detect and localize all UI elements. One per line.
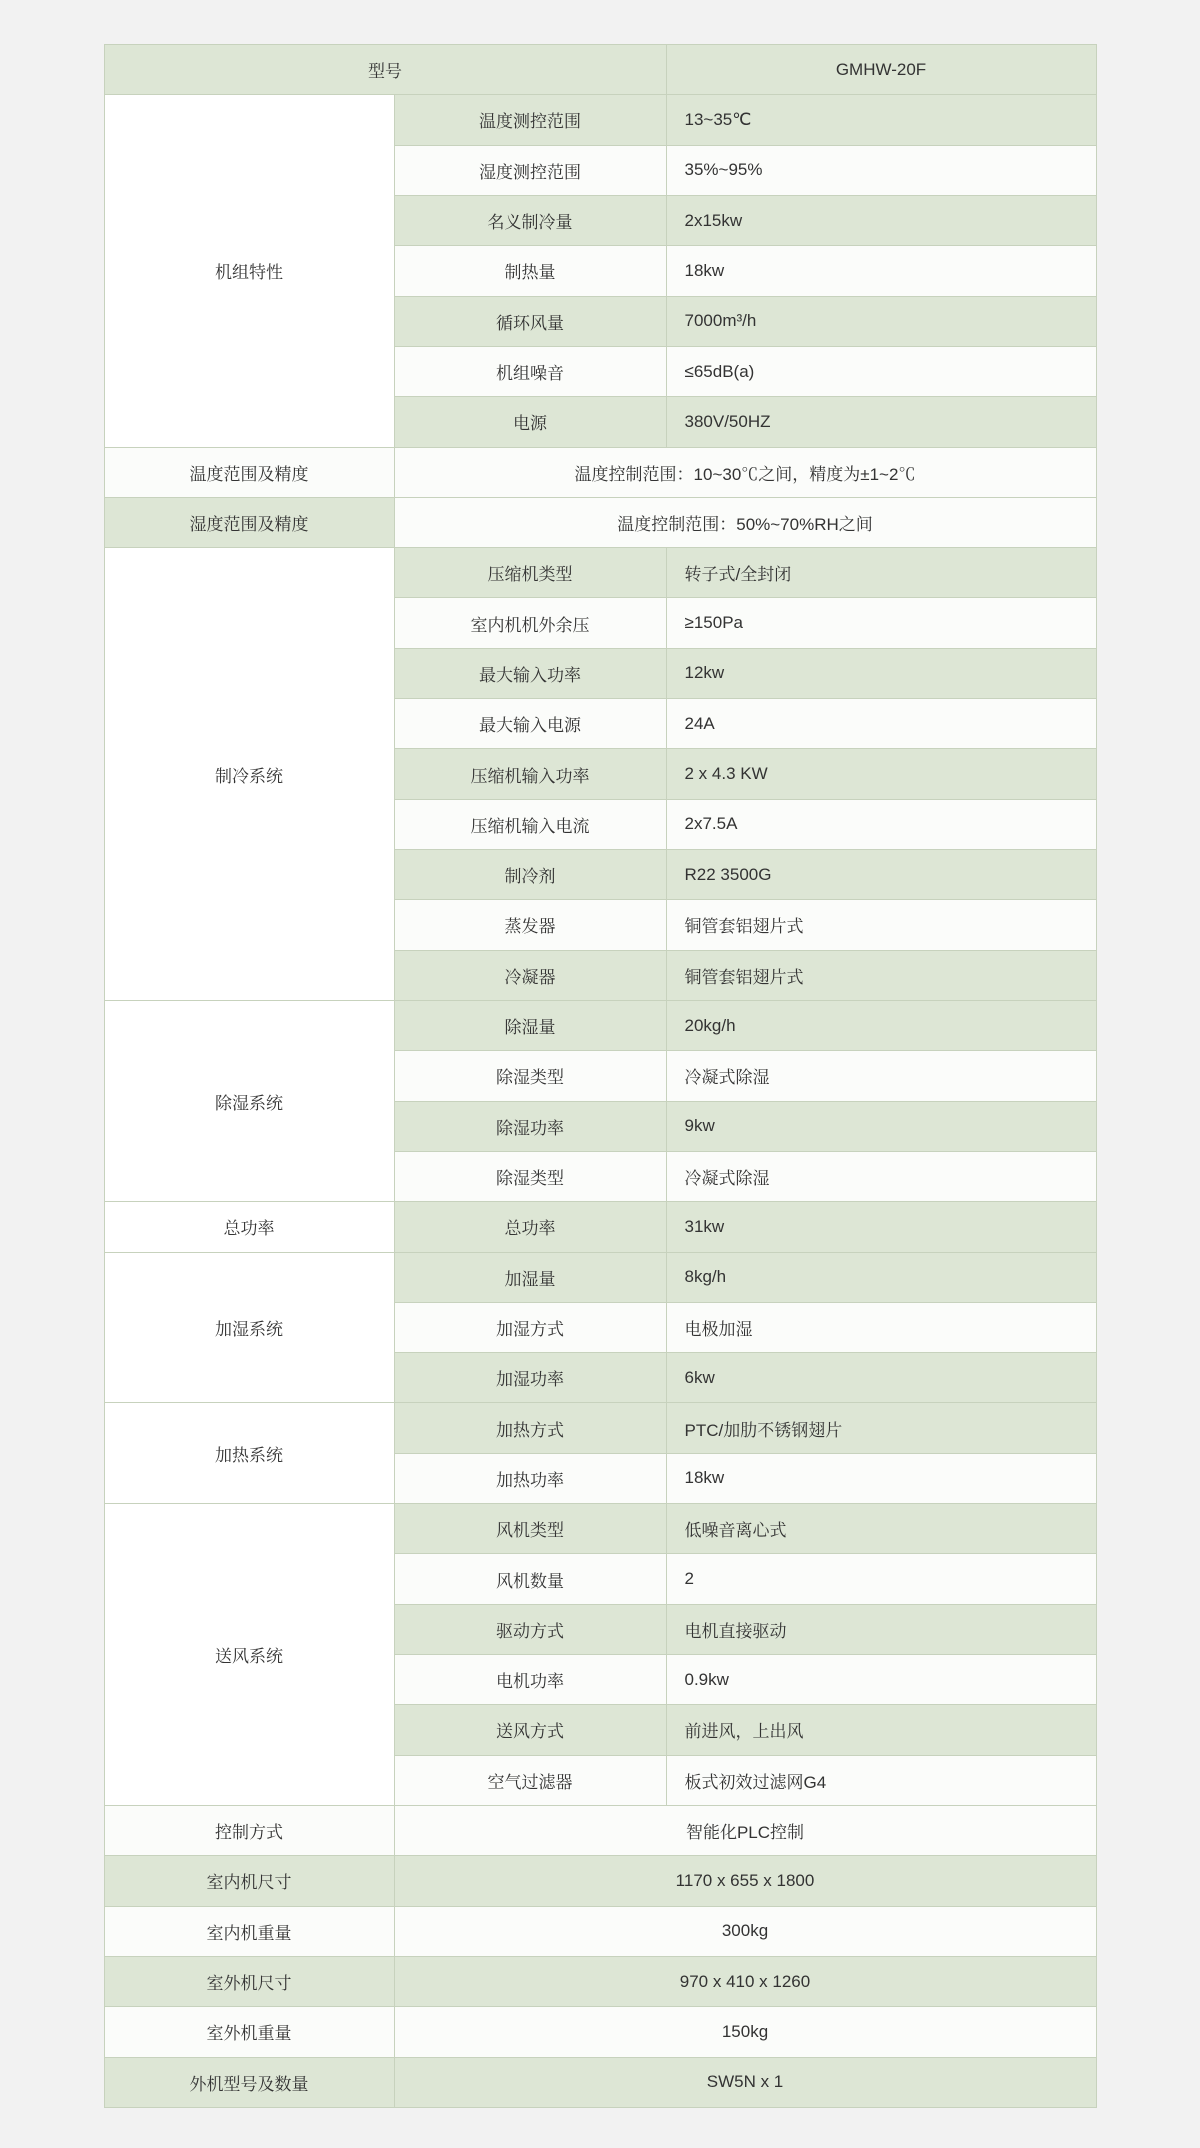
row-value: 18kw (666, 1453, 1096, 1503)
row-label: 加湿功率 (394, 1353, 666, 1403)
row-label: 加湿方式 (394, 1302, 666, 1352)
row-label: 加湿量 (394, 1252, 666, 1302)
row-value: 转子式/全封闭 (666, 548, 1096, 598)
row-label: 总功率 (394, 1202, 666, 1252)
row-label: 加热功率 (394, 1453, 666, 1503)
category-label: 温度范围及精度 (104, 447, 394, 497)
table-row (104, 1906, 1096, 1956)
category-label: 加湿系统 (104, 1252, 394, 1403)
row-label: 外机型号及数量 (104, 2057, 394, 2108)
row-value: 冷凝式除湿 (666, 1151, 1096, 1201)
row-label: 冷凝器 (394, 950, 666, 1000)
row-value: ≤65dB(a) (666, 346, 1096, 396)
row-label: 除湿量 (394, 1000, 666, 1050)
table-row (104, 1403, 1096, 1453)
row-label: 风机类型 (394, 1504, 666, 1554)
row-value: 2x15kw (666, 195, 1096, 245)
row-value: 2x7.5A (666, 799, 1096, 849)
row-value: 380V/50HZ (666, 397, 1096, 447)
row-label: 蒸发器 (394, 900, 666, 950)
specification-table (104, 44, 1097, 2108)
table-row (104, 1000, 1096, 1050)
row-label: 风机数量 (394, 1554, 666, 1604)
row-label: 循环风量 (394, 296, 666, 346)
row-value: 12kw (666, 648, 1096, 698)
table-row (104, 2057, 1096, 2108)
row-label: 机组噪音 (394, 346, 666, 396)
row-value: 9kw (666, 1101, 1096, 1151)
row-label: 最大输入功率 (394, 648, 666, 698)
row-value: 0.9kw (666, 1655, 1096, 1705)
table-row (104, 2007, 1096, 2057)
row-label: 压缩机输入功率 (394, 749, 666, 799)
row-label: 驱动方式 (394, 1604, 666, 1654)
row-value: 6kw (666, 1353, 1096, 1403)
row-label: 电机功率 (394, 1655, 666, 1705)
table-row (104, 497, 1096, 547)
fullwidth-value: 温度控制范围：50%~70%RH之间 (394, 497, 1096, 547)
row-value: 300kg (394, 1906, 1096, 1956)
table-row (104, 1856, 1096, 1906)
row-label: 温度测控范围 (394, 95, 666, 145)
row-value: 铜管套铝翅片式 (666, 900, 1096, 950)
row-value: SW5N x 1 (394, 2057, 1096, 2108)
row-value: 24A (666, 699, 1096, 749)
model-label: 型号 (104, 45, 666, 95)
table-row (104, 548, 1096, 598)
row-label: 室内机尺寸 (104, 1856, 394, 1906)
row-label: 室内机机外余压 (394, 598, 666, 648)
row-value: 1170 x 655 x 1800 (394, 1856, 1096, 1906)
table-row (104, 1202, 1096, 1252)
row-label: 最大输入电源 (394, 699, 666, 749)
row-label: 制热量 (394, 246, 666, 296)
row-label: 名义制冷量 (394, 195, 666, 245)
row-label: 除湿类型 (394, 1051, 666, 1101)
table-row (104, 1252, 1096, 1302)
row-value: 970 x 410 x 1260 (394, 1956, 1096, 2006)
row-value: 2 x 4.3 KW (666, 749, 1096, 799)
row-label: 除湿类型 (394, 1151, 666, 1201)
row-label: 加热方式 (394, 1403, 666, 1453)
row-label: 压缩机输入电流 (394, 799, 666, 849)
row-value: 150kg (394, 2007, 1096, 2057)
row-label: 控制方式 (104, 1805, 394, 1855)
row-label: 压缩机类型 (394, 548, 666, 598)
model-value: GMHW-20F (666, 45, 1096, 95)
row-value: 电极加湿 (666, 1302, 1096, 1352)
category-label: 湿度范围及精度 (104, 497, 394, 547)
row-value: 8kg/h (666, 1252, 1096, 1302)
row-value: ≥150Pa (666, 598, 1096, 648)
row-value: 35%~95% (666, 145, 1096, 195)
row-label: 电源 (394, 397, 666, 447)
row-value: PTC/加肋不锈钢翅片 (666, 1403, 1096, 1453)
row-value: 冷凝式除湿 (666, 1051, 1096, 1101)
row-value: 13~35℃ (666, 95, 1096, 145)
row-label: 送风方式 (394, 1705, 666, 1755)
row-value: 铜管套铝翅片式 (666, 950, 1096, 1000)
row-label: 室外机尺寸 (104, 1956, 394, 2006)
row-label: 除湿功率 (394, 1101, 666, 1151)
row-value: 板式初效过滤网G4 (666, 1755, 1096, 1805)
category-label: 总功率 (104, 1202, 394, 1252)
row-label: 空气过滤器 (394, 1755, 666, 1805)
table-row (104, 45, 1096, 95)
row-value: 31kw (666, 1202, 1096, 1252)
row-value: R22 3500G (666, 850, 1096, 900)
row-value: 智能化PLC控制 (394, 1805, 1096, 1855)
table-body (104, 45, 1096, 2108)
row-value: 低噪音离心式 (666, 1504, 1096, 1554)
row-label: 制冷剂 (394, 850, 666, 900)
row-value: 2 (666, 1554, 1096, 1604)
table-row (104, 1504, 1096, 1554)
category-label: 除湿系统 (104, 1000, 394, 1201)
table-row (104, 447, 1096, 497)
row-label: 湿度测控范围 (394, 145, 666, 195)
row-value: 20kg/h (666, 1000, 1096, 1050)
row-value: 前进风，上出风 (666, 1705, 1096, 1755)
row-value: 电机直接驱动 (666, 1604, 1096, 1654)
category-label: 机组特性 (104, 95, 394, 447)
category-label: 送风系统 (104, 1504, 394, 1806)
category-label: 加热系统 (104, 1403, 394, 1504)
row-value: 7000m³/h (666, 296, 1096, 346)
table-row (104, 1805, 1096, 1855)
category-label: 制冷系统 (104, 548, 394, 1001)
row-label: 室内机重量 (104, 1906, 394, 1956)
table-row (104, 95, 1096, 145)
table-row (104, 1956, 1096, 2006)
fullwidth-value: 温度控制范围：10~30℃之间，精度为±1~2℃ (394, 447, 1096, 497)
row-value: 18kw (666, 246, 1096, 296)
row-label: 室外机重量 (104, 2007, 394, 2057)
